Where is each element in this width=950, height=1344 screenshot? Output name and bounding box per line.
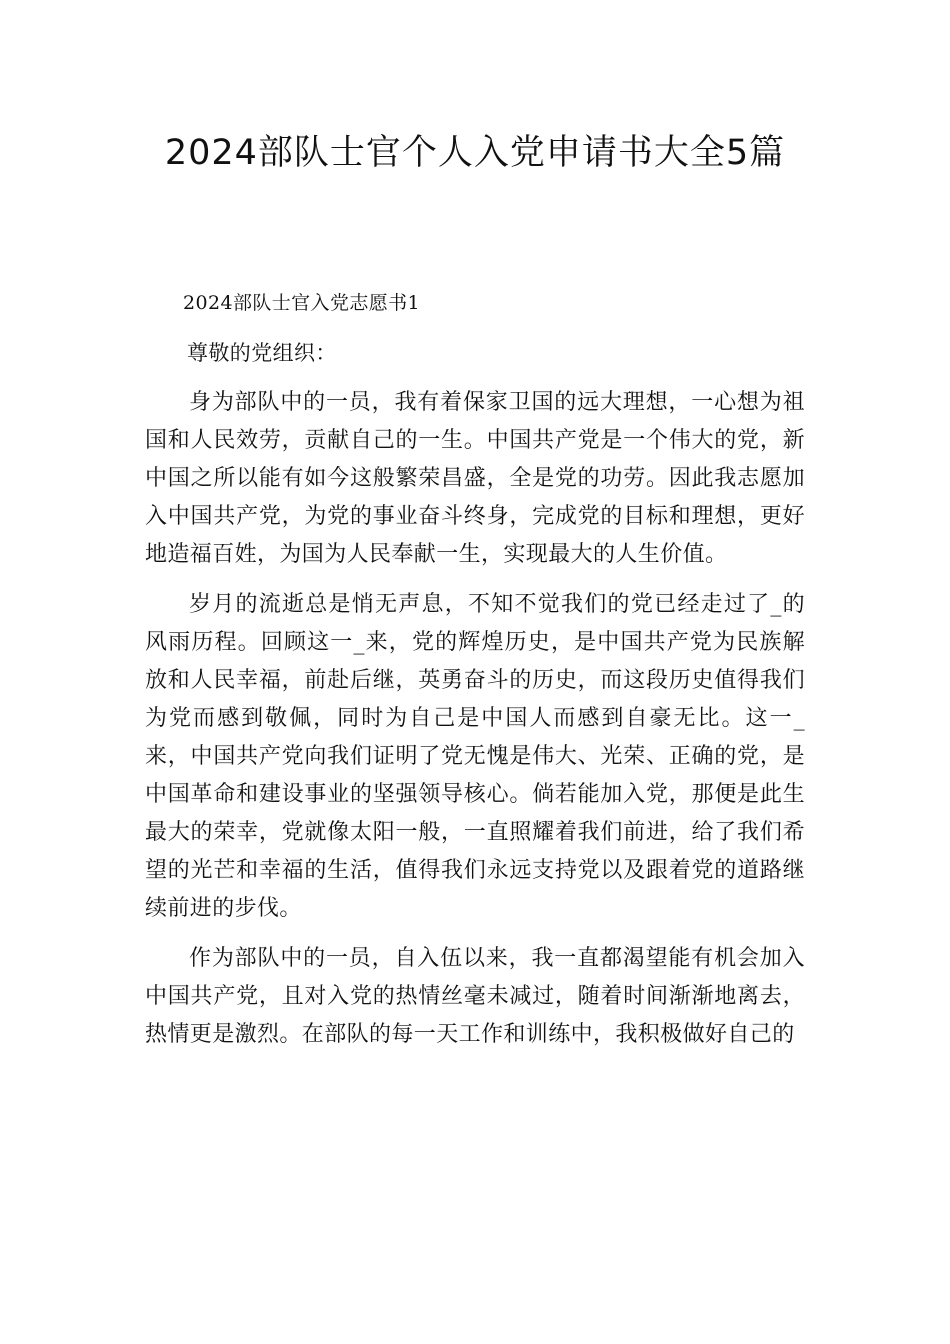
- body-paragraph-2: 岁月的流逝总是悄无声息，不知不觉我们的党已经走过了_的风雨历程。回顾这一_来，党的辉煌历史，是中国共产党为民族解放和人民幸福，前赴后继，英勇奋斗的历史，而这段历史值得我们为党而感到敬佩，同时为自己是中国人而感到自豪无比。这一_来，中国共产党向我们证明了党无愧是伟大、光荣、正确的党，是中国革命和建设事业的坚强领导核心。倘若能加入党，那便是此生最大的荣幸，党就像太阳一般，一直照耀着我们前进，给了我们希望的光芒和幸福的生活，值得我们永远支持党以及跟着党的道路继续前进的步伐。: [145, 592, 805, 921]
- section-title: 2024部队士官入党志愿书1: [183, 292, 421, 314]
- body-paragraph-1: 身为部队中的一员，我有着保家卫国的远大理想，一心想为祖国和人民效劳，贡献自己的一生。中国共产党是一个伟大的党，新中国之所以能有如今这般繁荣昌盛，全是党的功劳。因此我志愿加入中国共产党，为党的事业奋斗终身，完成党的目标和理想，更好地造福百姓，为国为人民奉献一生，实现最大的人生价值。: [145, 390, 805, 567]
- document-body: [145, 284, 805, 1066]
- document-title: 2024部队士官个人入党申请书大全5篇: [164, 133, 786, 173]
- salutation: 尊敬的党组织：: [187, 341, 337, 365]
- body-paragraph-3: 作为部队中的一员，自入伍以来，我一直都渴望能有机会加入中国共产党，且对入党的热情丝毫未减过，随着时间渐渐地离去，热情更是激烈。在部队的每一天工作和训练中，我积极做好自己的: [145, 946, 805, 1047]
